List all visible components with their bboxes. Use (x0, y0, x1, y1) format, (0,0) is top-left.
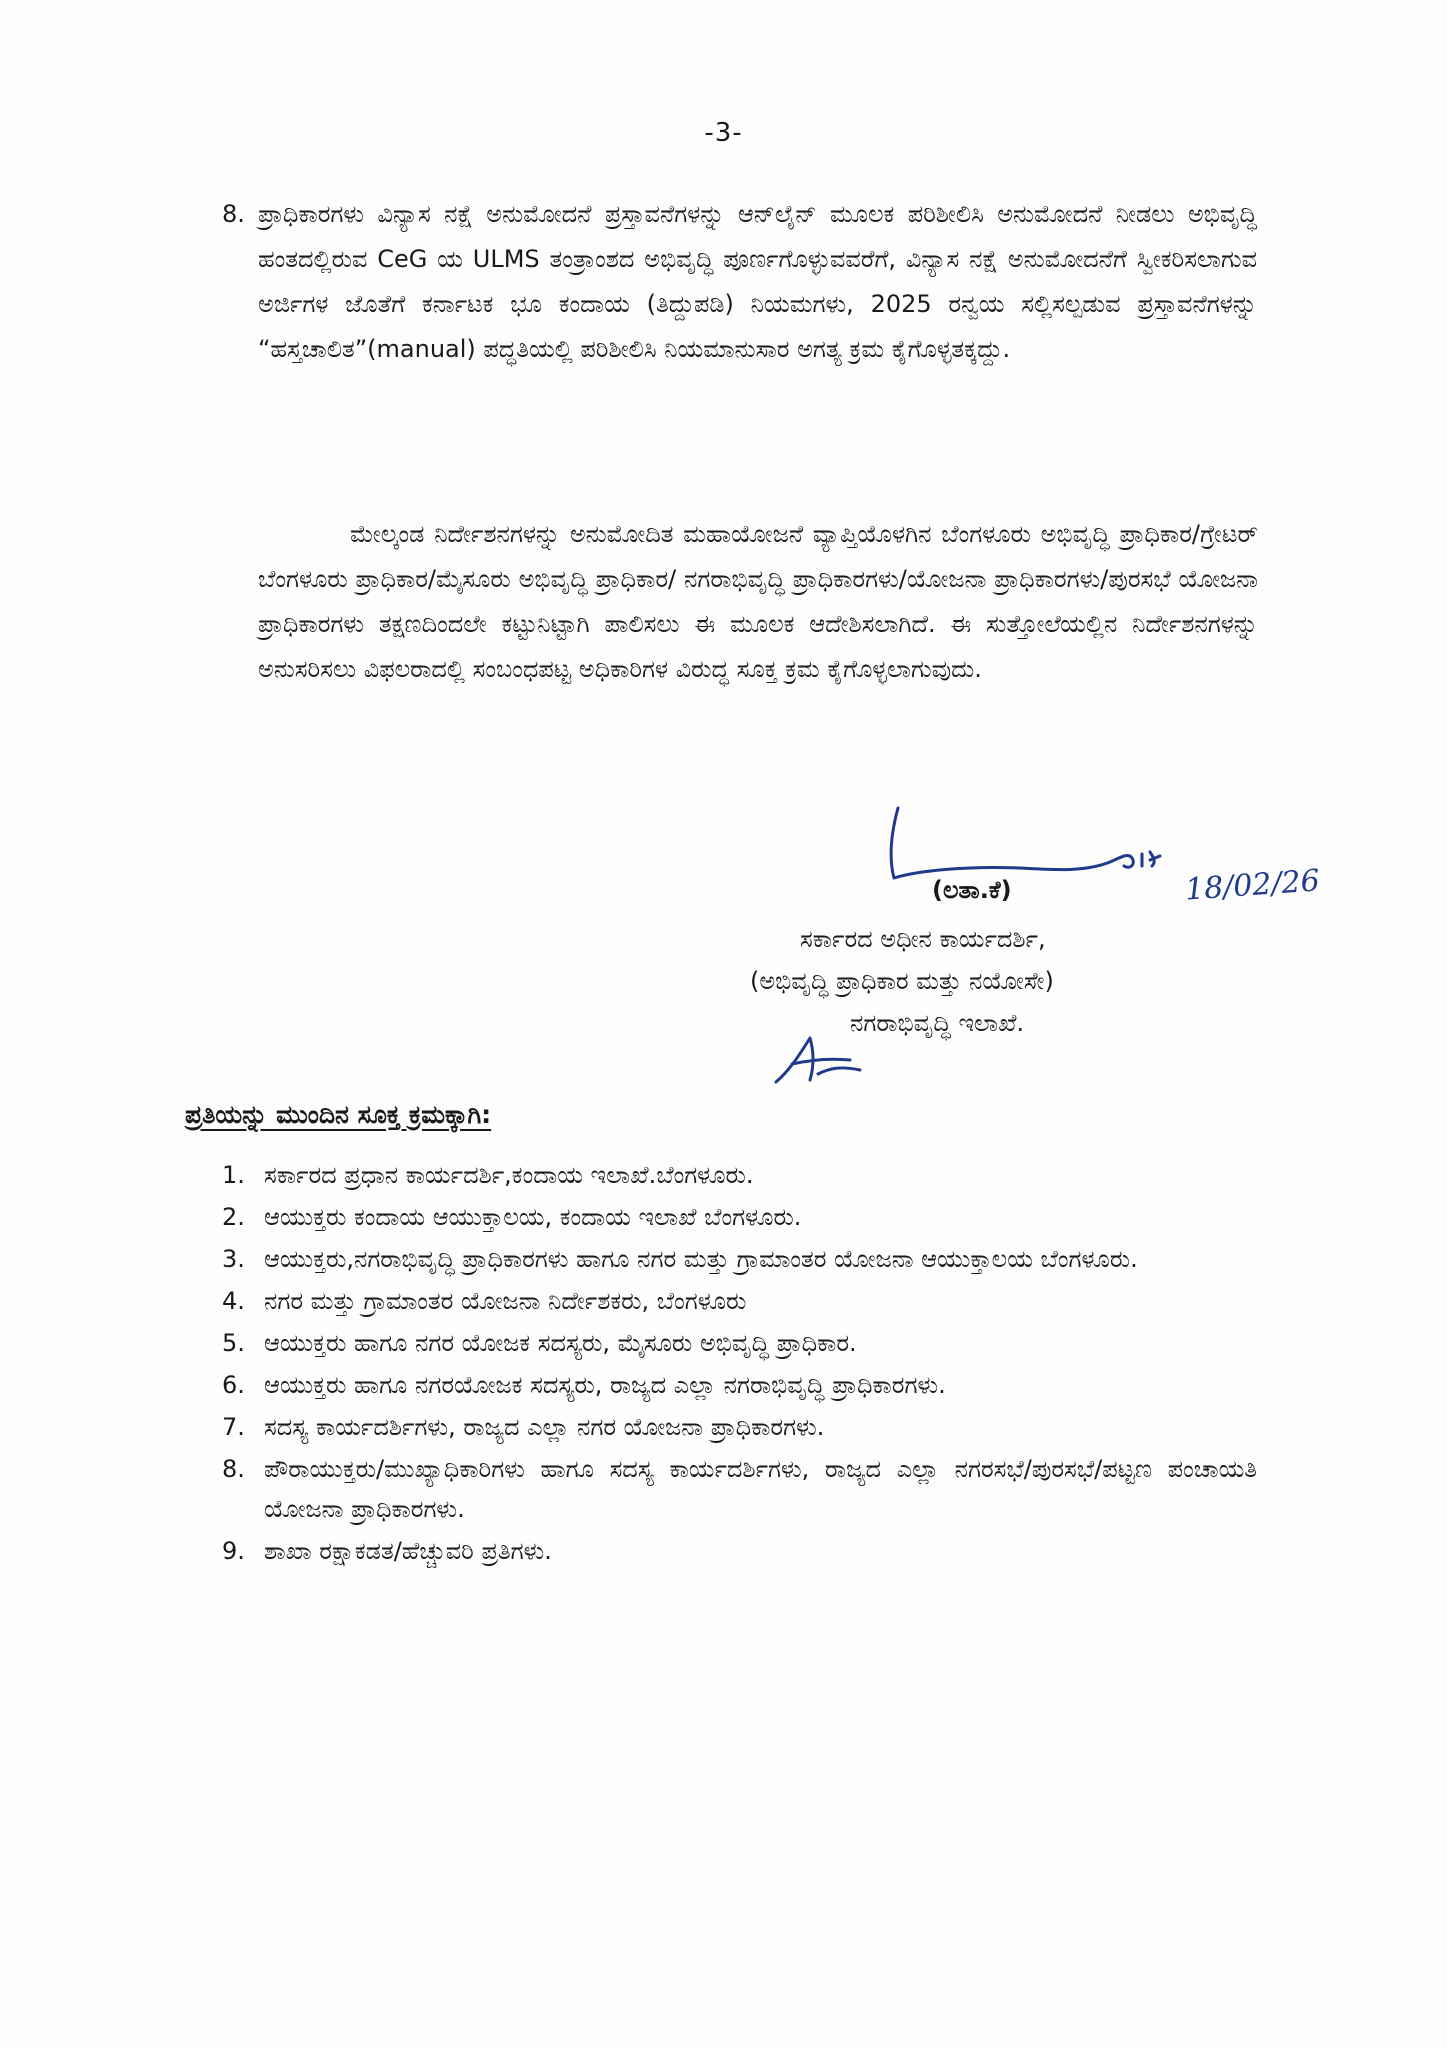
list-item (222, 1449, 1257, 1529)
copy-to-heading: ಪ್ರತಿಯನ್ನು ಮುಂದಿನ ಸೂಕ್ತ ಕ್ರಮಕ್ಕಾಗಿ: (185, 1100, 492, 1129)
list-item-number: 7. (222, 1413, 245, 1441)
list-item-text: ಆಯುಕ್ತರು ಹಾಗೂ ನಗರಯೋಜಕ ಸದಸ್ಯರು, ರಾಜ್ಯದ ಎಲ್ಲಾ ನಗರಾಭಿವೃದ್ಧಿ ಪ್ರಾಧಿಕಾರಗಳು. (264, 1371, 946, 1399)
list-item-number: 3. (222, 1245, 245, 1273)
directive-paragraph: ಮೇಲ್ಕಂಡ ನಿರ್ದೇಶನಗಳನ್ನು ಅನುಮೋದಿತ ಮಹಾಯೋಜನೆ ವ್ಯಾಪ್ತಿಯೊಳಗಿನ ಬೆಂಗಳೂರು ಅಭಿವೃದ್ಧಿ ಪ್ರಾಧಿಕಾರ/ಗ್ರೇಟರ್ ಬೆಂಗಳೂರು ಪ್ರಾಧಿಕಾರ/ಮೈಸೂರು ಅಭಿವೃದ್ಧಿ ಪ್ರಾಧಿಕಾರ/ ನಗರಾಭಿವೃದ್ಧಿ ಪ್ರಾಧಿಕಾರಗಳು/ಯೋಜನಾ ಪ್ರಾಧಿಕಾರಗಳು/ಪುರಸಭೆ ಯೋಜನಾ ಪ್ರಾಧಿಕಾರಗಳು ತಕ್ಷಣದಿಂದಲೇ ಕಟ್ಟುನಿಟ್ಟಾಗಿ ಪಾಲಿಸಲು ಈ ಮೂಲಕ ಆದೇಶಿಸಲಾಗಿದೆ. ಈ ಸುತ್ತೋಲೆಯಲ್ಲಿನ ನಿರ್ದೇಶನಗಳನ್ನು ಅನುಸರಿಸಲು ವಿಫಲರಾದಲ್ಲಿ ಸಂಬಂಧಪಟ್ಟ ಅಧಿಕಾರಿಗಳ ವಿರುದ್ಧ ಸೂಕ್ತ ಕ್ರಮ ಕೈಗೊಳ್ಳಲಾಗುವುದು. (258, 520, 1258, 683)
designation-line: ಸರ್ಕಾರದ ಅಧೀನ ಕಾರ್ಯದರ್ಶಿ, (800, 925, 1046, 953)
initials-mark (770, 1030, 880, 1090)
list-item-number: 6. (222, 1371, 245, 1399)
list-item (222, 1531, 1257, 1571)
designation-line: ನಗರಾಭಿವೃದ್ಧಿ ಇಲಾಖೆ. (850, 1009, 1025, 1037)
page-number: -3- (704, 118, 743, 148)
list-item-number: 1. (222, 1161, 245, 1189)
list-item (222, 1323, 1257, 1363)
list-item-number: 8. (222, 1455, 245, 1483)
list-item-number: 4. (222, 1287, 245, 1315)
list-item (222, 1281, 1257, 1321)
numbered-paragraph-8 (222, 192, 1257, 372)
list-item (222, 1239, 1257, 1279)
list-item-number: 2. (222, 1203, 245, 1231)
list-item-text: ಸರ್ಕಾರದ ಪ್ರಧಾನ ಕಾರ್ಯದರ್ಶಿ,ಕಂದಾಯ ಇಲಾಖೆ.ಬೆಂಗಳೂರು. (264, 1161, 754, 1189)
list-item-text: ಸದಸ್ಯ ಕಾರ್ಯದರ್ಶಿಗಳು, ರಾಜ್ಯದ ಎಲ್ಲಾ ನಗರ ಯೋಜನಾ ಪ್ರಾಧಿಕಾರಗಳು. (264, 1413, 825, 1441)
signature-scribble (880, 800, 1200, 890)
list-item-text: ನಗರ ಮತ್ತು ಗ್ರಾಮಾಂತರ ಯೋಜನಾ ನಿರ್ದೇಶಕರು, ಬೆಂಗಳೂರು (264, 1287, 747, 1315)
list-item-text: ಶಾಖಾ ರಕ್ಷಾಕಡತ/ಹೆಚ್ಚುವರಿ ಪ್ರತಿಗಳು. (264, 1537, 552, 1565)
list-item (222, 1197, 1257, 1237)
list-item-text: ಆಯುಕ್ತರು ಹಾಗೂ ನಗರ ಯೋಜಕ ಸದಸ್ಯರು, ಮೈಸೂರು ಅಭಿವೃದ್ಧಿ ಪ್ರಾಧಿಕಾರ. (264, 1329, 857, 1357)
list-item (222, 1365, 1257, 1405)
list-item-text: ಆಯುಕ್ತರು,ನಗರಾಭಿವೃದ್ಧಿ ಪ್ರಾಧಿಕಾರಗಳು ಹಾಗೂ ನಗರ ಮತ್ತು ಗ್ರಾಮಾಂತರ ಯೋಜನಾ ಆಯುಕ್ತಾಲಯ ಬೆಂಗಳೂರು. (264, 1245, 1138, 1273)
paragraph-text: ಪ್ರಾಧಿಕಾರಗಳು ವಿನ್ಯಾಸ ನಕ್ಷೆ ಅನುಮೋದನೆ ಪ್ರಸ್ತಾವನೆಗಳನ್ನು ಆನ್‌ಲೈನ್ ಮೂಲಕ ಪರಿಶೀಲಿಸಿ ಅನುಮೋದನೆ ನೀಡಲು ಅಭಿವೃದ್ಧಿ ಹಂತದಲ್ಲಿರುವ CeG ಯ ULMS ತಂತ್ರಾಂಶದ ಅಭಿವೃದ್ಧಿ ಪೂರ್ಣಗೊಳ್ಳುವವರೆಗೆ, ವಿನ್ಯಾಸ ನಕ್ಷೆ ಅನುಮೋದನೆಗೆ ಸ್ವೀಕರಿಸಲಾಗುವ ಅರ್ಜಿಗಳ ಜೊತೆಗೆ ಕರ್ನಾಟಕ ಭೂ ಕಂದಾಯ (ತಿದ್ದುಪಡಿ) ನಿಯಮಗಳು, 2025 ರನ್ವಯ ಸಲ್ಲಿಸಲ್ಪಡುವ ಪ್ರಸ್ತಾವನೆಗಳನ್ನು “ಹಸ್ತಚಾಲಿತ”(manual) ಪದ್ಧತಿಯಲ್ಲಿ ಪರಿಶೀಲಿಸಿ ನಿಯಮಾನುಸಾರ ಅಗತ್ಯ ಕ್ರಮ ಕೈಗೊಳ್ಳತಕ್ಕದ್ದು. (258, 200, 1257, 363)
designation-line: (ಅಭಿವೃದ್ಧಿ ಪ್ರಾಧಿಕಾರ ಮತ್ತು ನಯೋಸೇ) (750, 967, 1054, 995)
signatory-designation (750, 918, 1054, 1044)
copy-to-list (222, 1155, 1257, 1573)
handwritten-date: 18/02/26 (1183, 863, 1321, 908)
paragraph-number: 8. (222, 200, 245, 228)
list-item (222, 1155, 1257, 1195)
list-item-number: 5. (222, 1329, 245, 1357)
list-item (222, 1407, 1257, 1447)
signatory-name: (ಲತಾ.ಕೆ) (932, 876, 1012, 904)
list-item-text: ಆಯುಕ್ತರು ಕಂದಾಯ ಆಯುಕ್ತಾಲಯ, ಕಂದಾಯ ಇಲಾಖೆ ಬೆಂಗಳೂರು. (264, 1203, 802, 1231)
list-item-text: ಪೌರಾಯುಕ್ತರು/ಮುಖ್ಯಾಧಿಕಾರಿಗಳು ಹಾಗೂ ಸದಸ್ಯ ಕಾರ್ಯದರ್ಶಿಗಳು, ರಾಜ್ಯದ ಎಲ್ಲಾ ನಗರಸಭೆ/ಪುರಸಭೆ/ಪಟ್ಟಣ ಪಂಚಾಯತಿ ಯೋಜನಾ ಪ್ರಾಧಿಕಾರಗಳು. (264, 1455, 1257, 1523)
list-item-number: 9. (222, 1537, 245, 1565)
